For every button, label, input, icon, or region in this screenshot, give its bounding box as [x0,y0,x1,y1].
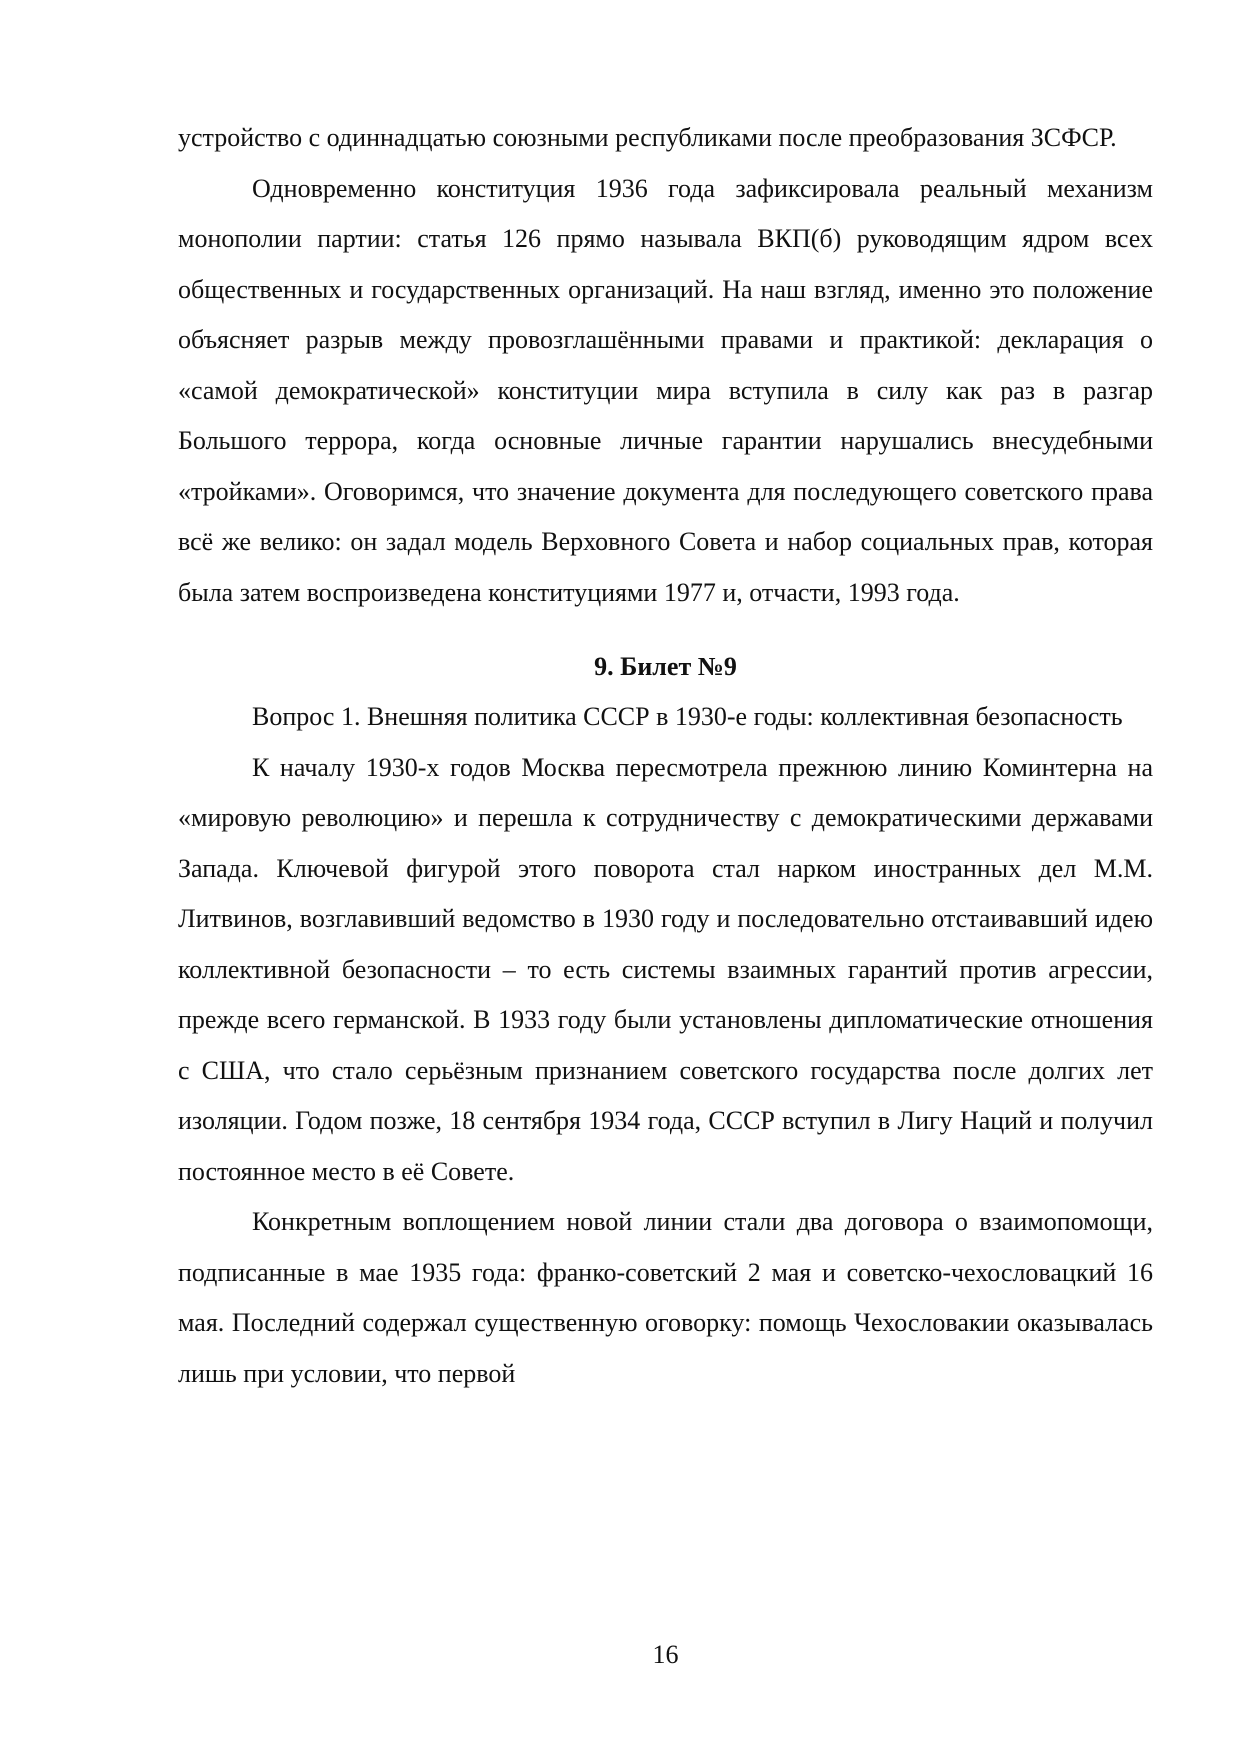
paragraph-collective-security: К началу 1930-х годов Москва пересмотрела прежнюю линию Коминтерна на «мировую революцию» и перешла к сотрудничеству с демократическими державами Запада. Ключевой фигурой этого поворота стал нарком иностранных дел М.М. Литвинов, возглавивший ведомство в 1930 году и последовательно отстаивавший идею коллективной безопасности – то есть системы взаимных гарантий против агрессии, прежде всего германской. В 1933 году были установлены дипломатические отношения с США, что стало серьёзным признанием советского государства после долгих лет изоляции. Годом позже, 18 сентября 1934 года, СССР вступил в Лигу Наций и получил постоянное место в её Совете. [178,752,1153,1186]
paragraph-mutual-assistance: Конкретным воплощением новой линии стали два договора о взаимопомощи, подписанные в мае 1935 года: франко-советский 2 мая и советско-чехословацкий 16 мая. Последний содержал существенную оговорку: помощь Чехословакии оказывалась лишь при условии, что первой [178,1207,1153,1388]
page-number: 16 [652,1640,679,1669]
document-page [178,113,1153,1399]
paragraph-constitution-1936: Одновременно конституция 1936 года зафиксировала реальный механизм монополии партии: статья 126 прямо называла ВКП(б) руководящим ядром всех общественных и государственных организаций. На наш взгляд, именно это положение объясняет разрыв между провозглашёнными правами и практикой: декларация о «самой демократической» конституции мира вступила в силу как раз в разгар Большого террора, когда основные личные гарантии нарушались внесудебными «тройками». Оговоримся, что значение документа для последующего советского права всё же велико: он задал модель Верховного Совета и набор социальных прав, которая была затем воспроизведена конституциями 1977 и, отчасти, 1993 года. [178,173,1153,607]
section-heading: 9. Билет №9 [594,652,737,681]
question-title: Вопрос 1. Внешняя политика СССР в 1930-е годы: коллективная безопасность [252,702,1123,731]
paragraph-continuation: устройство с одиннадцатью союзными республиками после преобразования ЗСФСР. [178,123,1117,152]
